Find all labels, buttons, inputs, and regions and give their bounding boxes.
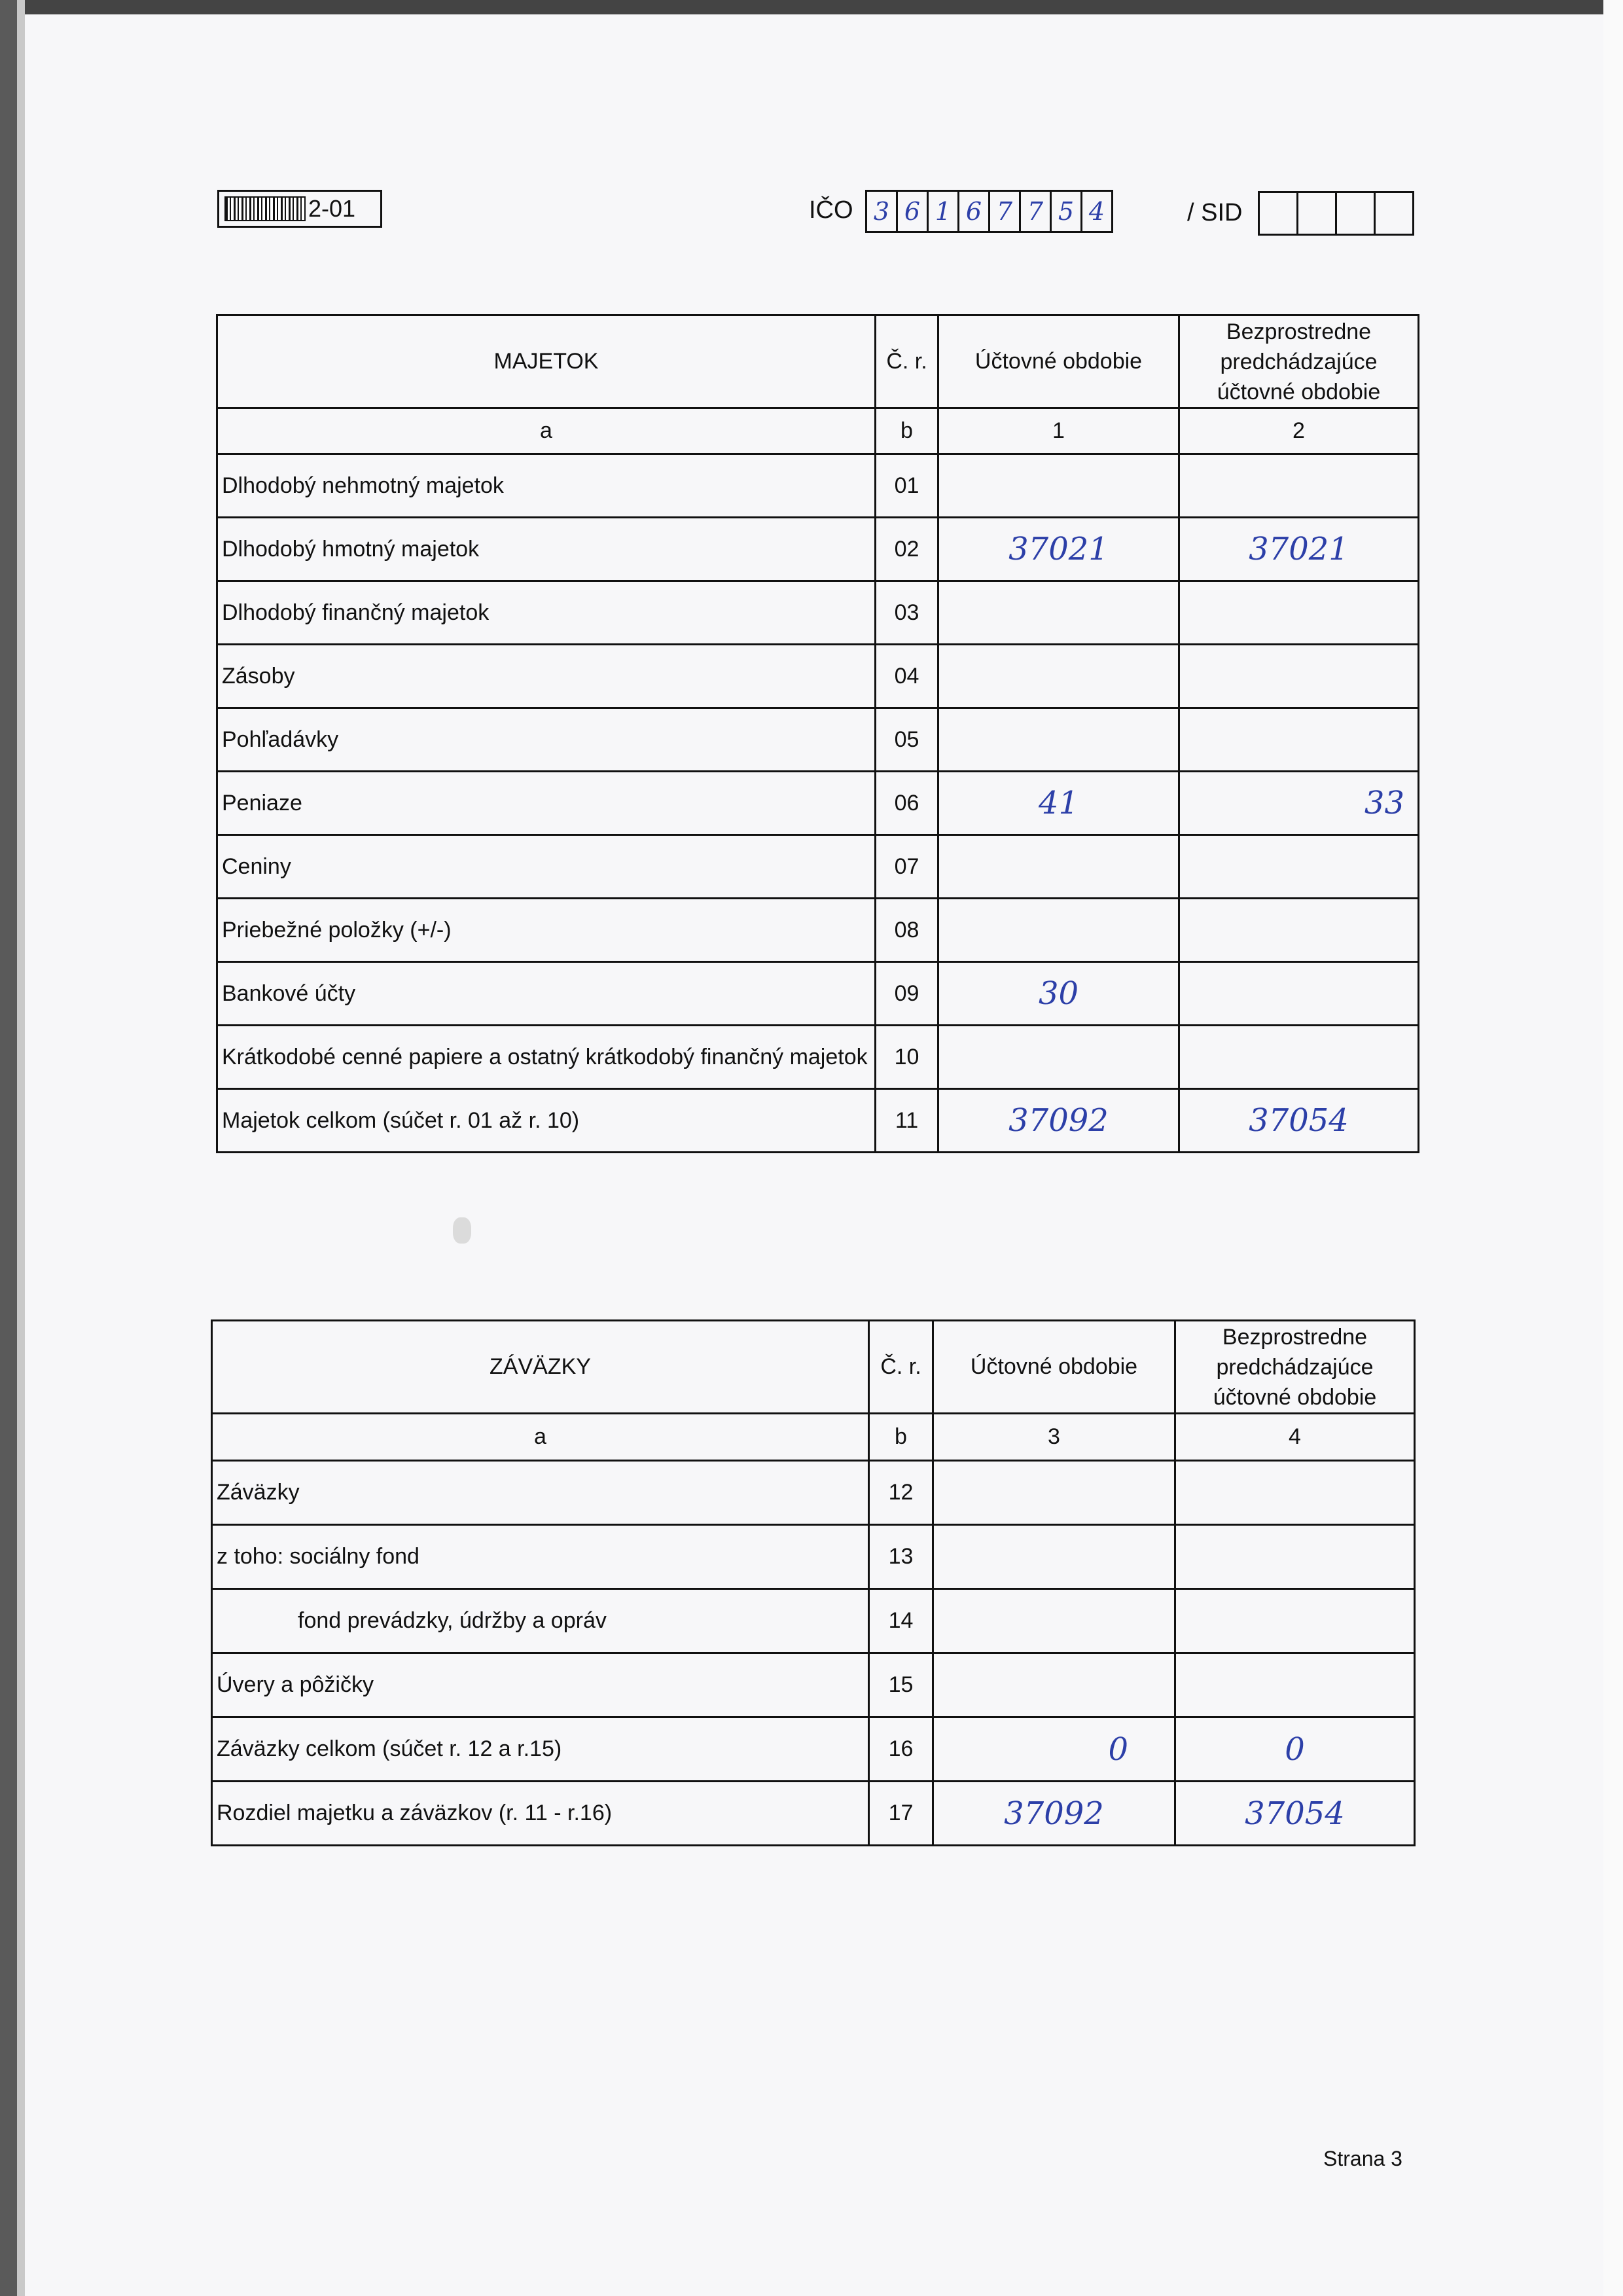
row-number: 17	[869, 1782, 933, 1846]
previous-value-cell[interactable]	[1179, 962, 1419, 1026]
current-value-cell[interactable]	[938, 835, 1179, 899]
table-row	[212, 1717, 1415, 1782]
column-letter: b	[876, 408, 938, 454]
row-number-header: Č. r.	[869, 1321, 933, 1414]
row-number: 12	[869, 1461, 933, 1525]
row-label: z toho: sociálny fond	[212, 1525, 869, 1589]
sid-digit[interactable]	[1296, 191, 1337, 236]
column-letters-row	[212, 1414, 1415, 1461]
table-row	[217, 454, 1419, 518]
current-value-cell[interactable]	[938, 1026, 1179, 1089]
previous-period-header: Bezprostredne predchádzajúce účtovné obdobie	[1175, 1321, 1415, 1414]
previous-value-cell[interactable]	[1179, 581, 1419, 645]
current-value-cell[interactable]	[933, 1653, 1175, 1717]
liabilities-header-row	[212, 1321, 1415, 1414]
column-letter: a	[217, 408, 876, 454]
row-label: Rozdiel majetku a záväzkov (r. 11 - r.16)	[212, 1782, 869, 1846]
sid-field[interactable]	[1258, 191, 1412, 236]
row-number: 11	[876, 1089, 938, 1153]
previous-value-cell[interactable]	[1175, 1461, 1415, 1525]
sid-digit[interactable]	[1374, 191, 1414, 236]
previous-value-cell[interactable]: 0	[1175, 1717, 1415, 1782]
current-value-cell[interactable]: 37092	[933, 1782, 1175, 1846]
liabilities-title: ZÁVÄZKY	[212, 1321, 869, 1414]
ico-digit[interactable]: 3	[865, 190, 898, 233]
ico-digit[interactable]: 7	[988, 190, 1021, 233]
row-number: 10	[876, 1026, 938, 1089]
current-value-cell[interactable]: 0	[933, 1717, 1175, 1782]
sid-label: / SID	[1187, 199, 1243, 226]
row-label: Priebežné položky (+/-)	[217, 899, 876, 962]
row-number: 13	[869, 1525, 933, 1589]
row-number: 02	[876, 518, 938, 581]
table-row	[212, 1589, 1415, 1653]
column-letter: 1	[938, 408, 1179, 454]
row-number: 09	[876, 962, 938, 1026]
row-number: 07	[876, 835, 938, 899]
row-number: 14	[869, 1589, 933, 1653]
ico-digit[interactable]: 6	[896, 190, 929, 233]
row-label: Záväzky celkom (súčet r. 12 a r.15)	[212, 1717, 869, 1782]
scan-smudge	[453, 1217, 471, 1244]
table-row	[217, 645, 1419, 708]
row-number-header: Č. r.	[876, 315, 938, 408]
current-value-cell[interactable]: 30	[938, 962, 1179, 1026]
ico-digit[interactable]: 4	[1080, 190, 1113, 233]
previous-value-cell[interactable]	[1175, 1525, 1415, 1589]
current-value-cell[interactable]	[938, 708, 1179, 772]
current-value-cell[interactable]: 41	[938, 772, 1179, 835]
ico-digit[interactable]: 5	[1050, 190, 1082, 233]
table-row	[212, 1782, 1415, 1846]
current-value-cell[interactable]	[938, 899, 1179, 962]
ico-digit[interactable]: 7	[1019, 190, 1052, 233]
previous-period-header: Bezprostredne predchádzajúce účtovné obdobie	[1179, 315, 1419, 408]
ico-digit[interactable]: 6	[957, 190, 990, 233]
current-value-cell[interactable]: 37021	[938, 518, 1179, 581]
column-letter: 3	[933, 1414, 1175, 1461]
table-row	[217, 772, 1419, 835]
table-row	[212, 1653, 1415, 1717]
current-value-cell[interactable]: 37092	[938, 1089, 1179, 1153]
row-label: Majetok celkom (súčet r. 01 až r. 10)	[217, 1089, 876, 1153]
row-number: 16	[869, 1717, 933, 1782]
sid-digit[interactable]	[1258, 191, 1298, 236]
previous-value-cell[interactable]	[1175, 1589, 1415, 1653]
assets-header-row	[217, 315, 1419, 408]
column-letter: 4	[1175, 1414, 1415, 1461]
column-letter: a	[212, 1414, 869, 1461]
row-label: Záväzky	[212, 1461, 869, 1525]
row-number: 08	[876, 899, 938, 962]
row-label: Dlhodobý finančný majetok	[217, 581, 876, 645]
current-value-cell[interactable]	[938, 581, 1179, 645]
row-label: Dlhodobý hmotný majetok	[217, 518, 876, 581]
row-number: 05	[876, 708, 938, 772]
previous-value-cell[interactable]	[1179, 454, 1419, 518]
table-row	[212, 1461, 1415, 1525]
table-row	[217, 962, 1419, 1026]
row-label: Pohľadávky	[217, 708, 876, 772]
row-label: Krátkodobé cenné papiere a ostatný krátkodobý finančný majetok	[217, 1026, 876, 1089]
previous-value-cell[interactable]	[1179, 835, 1419, 899]
previous-value-cell[interactable]	[1179, 1026, 1419, 1089]
row-number: 04	[876, 645, 938, 708]
row-number: 01	[876, 454, 938, 518]
current-value-cell[interactable]	[938, 645, 1179, 708]
ico-digit[interactable]: 1	[927, 190, 959, 233]
current-period-header: Účtovné obdobie	[938, 315, 1179, 408]
row-label: Ceniny	[217, 835, 876, 899]
ico-label: IČO	[809, 196, 853, 224]
scan-border-right	[1603, 0, 1623, 2296]
current-value-cell[interactable]	[933, 1525, 1175, 1589]
row-label: Úvery a pôžičky	[212, 1653, 869, 1717]
table-row	[217, 1026, 1419, 1089]
current-period-header: Účtovné obdobie	[933, 1321, 1175, 1414]
row-label: Dlhodobý nehmotný majetok	[217, 454, 876, 518]
current-value-cell[interactable]	[938, 454, 1179, 518]
ico-field[interactable]	[865, 190, 1111, 233]
row-number: 15	[869, 1653, 933, 1717]
column-letter: b	[869, 1414, 933, 1461]
form-code-box	[217, 190, 382, 228]
scan-border-left	[0, 0, 17, 2296]
row-label: Zásoby	[217, 645, 876, 708]
scan-border-left-shadow	[17, 0, 25, 2296]
table-row	[217, 708, 1419, 772]
form-code: 2-01	[308, 195, 356, 222]
previous-value-cell[interactable]	[1179, 645, 1419, 708]
assets-table	[216, 314, 1419, 1153]
row-number: 03	[876, 581, 938, 645]
scan-border-top	[0, 0, 1623, 14]
row-label: Peniaze	[217, 772, 876, 835]
barcode-icon	[224, 196, 306, 221]
table-row	[217, 1089, 1419, 1153]
table-row	[212, 1525, 1415, 1589]
assets-title: MAJETOK	[217, 315, 876, 408]
column-letter: 2	[1179, 408, 1419, 454]
row-label: fond prevádzky, údržby a opráv	[212, 1589, 869, 1653]
page-number: Strana 3	[1323, 2147, 1402, 2170]
table-row	[217, 518, 1419, 581]
current-value-cell[interactable]	[933, 1589, 1175, 1653]
table-row	[217, 835, 1419, 899]
row-label: Bankové účty	[217, 962, 876, 1026]
sid-digit[interactable]	[1335, 191, 1376, 236]
table-row	[217, 899, 1419, 962]
previous-value-cell[interactable]: 37054	[1179, 1089, 1419, 1153]
row-number: 06	[876, 772, 938, 835]
liabilities-table	[211, 1319, 1416, 1846]
table-row	[217, 581, 1419, 645]
previous-value-cell[interactable]	[1179, 708, 1419, 772]
previous-value-cell[interactable]	[1175, 1653, 1415, 1717]
previous-value-cell[interactable]	[1179, 899, 1419, 962]
previous-value-cell[interactable]: 33	[1179, 772, 1419, 835]
previous-value-cell[interactable]: 37021	[1179, 518, 1419, 581]
current-value-cell[interactable]	[933, 1461, 1175, 1525]
previous-value-cell[interactable]: 37054	[1175, 1782, 1415, 1846]
column-letters-row	[217, 408, 1419, 454]
